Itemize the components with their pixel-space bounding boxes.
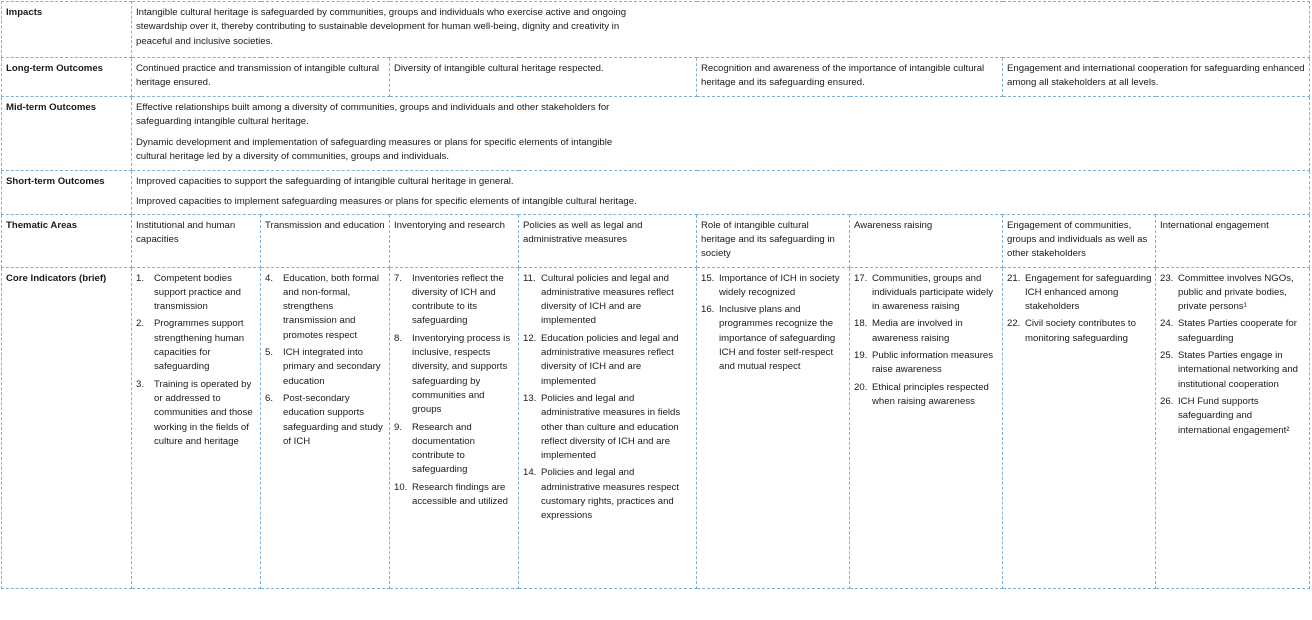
indicator-number: 20. — [854, 381, 868, 393]
indicator-number: 2. — [136, 318, 145, 330]
short-term-outcome: Improved capacities to implement safeguarding measures or plans for specific elements of intangible cultural heritage. — [136, 196, 637, 208]
thematic-area: Awareness raising — [850, 214, 1003, 267]
indicator-item — [1160, 272, 1306, 315]
indicator-text: Programmes support strengthening human capacities for safeguarding — [154, 318, 245, 373]
indicator-number: 19. — [854, 350, 868, 362]
indicator-number: 5. — [265, 347, 274, 359]
indicator-item — [394, 272, 515, 329]
indicator-item — [523, 392, 693, 463]
thematic-area: Institutional and human capacities — [132, 214, 261, 267]
short-term-outcome: Improved capacities to support the safeguarding of intangible cultural heritage in general. — [136, 176, 514, 187]
indicator-item — [1007, 272, 1152, 315]
indicator-number: 24. — [1160, 318, 1174, 330]
indicator-item — [394, 332, 515, 418]
indicator-text: States Parties engage in international networking and institutional cooperation — [1178, 350, 1299, 390]
indicator-text: Civil society contributes to monitoring safeguarding — [1025, 318, 1136, 344]
long-term-outcomes-row — [2, 58, 1310, 97]
indicator-text: Cultural policies and legal and administrative measures reflect diversity of ICH and are implemented — [541, 272, 674, 327]
indicator-text: Inclusive plans and programmes recognize the importance of safeguarding ICH and foster self-respect and mutual respect — [719, 304, 836, 373]
indicator-column — [390, 267, 519, 588]
mid-term-outcomes-row — [2, 97, 1310, 171]
indicator-number: 16. — [701, 304, 715, 316]
indicator-text: Engagement for safeguarding ICH enhanced among stakeholders — [1025, 272, 1152, 313]
mid-term-outcomes-cell — [132, 97, 1310, 171]
indicator-column — [1003, 267, 1156, 588]
short-term-label: Short-term Outcomes — [2, 171, 132, 215]
indicator-number: 8. — [394, 332, 403, 344]
indicator-column — [697, 267, 850, 588]
indicator-text: ICH Fund supports safeguarding and international engagement² — [1178, 395, 1290, 436]
indicator-item — [1007, 317, 1152, 346]
indicator-number: 7. — [394, 272, 403, 284]
long-term-outcome: Recognition and awareness of the importance of intangible cultural heritage and its safeguarding ensured. — [697, 58, 1003, 97]
impacts-text-cell — [132, 2, 1310, 58]
indicator-number: 26. — [1160, 395, 1174, 407]
indicator-item — [136, 272, 257, 315]
mid-term-outcome: Effective relationships built among a diversity of communities, groups and individuals and other stakeholders for safeguarding intangible cultural heritage. — [136, 102, 610, 128]
indicator-number: 12. — [523, 332, 537, 344]
thematic-label: Thematic Areas — [2, 214, 132, 267]
thematic-area: Inventorying and research — [390, 214, 519, 267]
thematic-area: Policies as well as legal and administrative measures — [519, 214, 697, 267]
indicator-number: 13. — [523, 392, 537, 404]
indicator-item — [265, 346, 386, 389]
indicator-column — [519, 267, 697, 588]
indicator-text: Training is operated by or addressed to communities and those working in the fields of culture and heritage — [154, 378, 253, 447]
indicator-number: 1. — [136, 272, 145, 284]
core-indicators-label: Core Indicators (brief) — [2, 267, 132, 588]
core-indicators-row — [2, 267, 1310, 588]
indicator-text: Ethical principles respected when raising awareness — [872, 381, 989, 407]
mid-term-outcome: Dynamic development and implementation of safeguarding measures or plans for specific elements of intangible cultural heritage led by a diversity of communities, groups and individuals. — [136, 136, 613, 162]
indicator-item — [394, 421, 515, 478]
indicator-text: Public information measures raise awareness — [872, 350, 994, 376]
indicator-text: ICH integrated into primary and secondary education — [283, 347, 381, 387]
indicator-text: Inventorying process is inclusive, respects diversity, and supports safeguarding by communities and groups — [412, 332, 511, 416]
indicator-item — [136, 378, 257, 449]
indicator-number: 9. — [394, 421, 403, 433]
indicator-number: 23. — [1160, 272, 1174, 284]
indicator-number: 4. — [265, 272, 274, 284]
indicator-item — [265, 272, 386, 343]
indicator-number: 17. — [854, 272, 868, 284]
indicator-column — [132, 267, 261, 588]
thematic-areas-row — [2, 214, 1310, 267]
indicator-item — [523, 466, 693, 523]
indicator-item — [701, 303, 846, 374]
indicator-text: Communities, groups and individuals participate widely in awareness raising — [872, 272, 994, 313]
indicator-text: Education policies and legal and administrative measures reflect diversity of ICH and are implemented — [541, 332, 679, 387]
indicator-text: Research findings are accessible and utilized — [412, 481, 508, 508]
indicator-number: 18. — [854, 318, 868, 330]
indicator-number: 11. — [523, 272, 536, 284]
indicator-item — [523, 272, 693, 329]
long-term-outcome: Diversity of intangible cultural heritage respected. — [390, 58, 697, 97]
indicator-item — [1160, 395, 1306, 438]
indicator-item — [701, 272, 846, 301]
indicator-item — [854, 381, 999, 410]
indicator-number: 14. — [523, 467, 537, 479]
thematic-area: International engagement — [1156, 214, 1310, 267]
results-framework-table — [1, 1, 1310, 589]
indicator-column — [850, 267, 1003, 588]
thematic-area: Transmission and education — [261, 214, 390, 267]
impacts-label: Impacts — [2, 2, 132, 58]
long-term-label: Long-term Outcomes — [2, 58, 132, 97]
indicator-text: Policies and legal and administrative measures respect customary rights, practices and expressions — [541, 467, 680, 522]
indicator-text: Committee involves NGOs, public and private bodies, private persons¹ — [1178, 272, 1294, 313]
indicator-item — [1160, 349, 1306, 392]
indicator-item — [136, 317, 257, 374]
indicator-item — [854, 317, 999, 346]
indicator-item — [854, 272, 999, 315]
short-term-outcomes-cell — [132, 171, 1310, 215]
indicator-text: Research and documentation contribute to safeguarding — [412, 421, 475, 476]
indicator-item — [523, 332, 693, 389]
indicator-number: 21. — [1007, 272, 1021, 284]
indicator-number: 3. — [136, 378, 145, 390]
long-term-outcome: Engagement and international cooperation for safeguarding enhanced among all stakeholders at all levels. — [1003, 58, 1310, 97]
indicator-text: Policies and legal and administrative measures in fields other than culture and education reflect diversity of ICH and are implemented — [541, 392, 681, 462]
indicator-item — [394, 481, 515, 510]
indicator-number: 6. — [265, 392, 274, 404]
indicator-item — [854, 349, 999, 378]
indicator-number: 10. — [394, 481, 408, 493]
indicator-item — [1160, 317, 1306, 346]
indicator-number: 25. — [1160, 350, 1174, 362]
indicator-text: Inventories reflect the diversity of ICH and contribute to its safeguarding — [412, 272, 504, 327]
indicator-text: Competent bodies support practice and transmission — [154, 272, 241, 313]
indicator-column — [261, 267, 390, 588]
short-term-outcomes-row — [2, 171, 1310, 215]
impacts-row — [2, 2, 1310, 58]
impacts-text: Intangible cultural heritage is safeguarded by communities, groups and individuals who exercise active and ongoing stewardship over it, thereby contributing to sustainable development for human well-being, dignity and creativity in peaceful and inclusive societies. — [136, 7, 627, 47]
indicator-item — [265, 392, 386, 449]
thematic-area: Role of intangible cultural heritage and its safeguarding in society — [697, 214, 850, 267]
mid-term-label: Mid-term Outcomes — [2, 97, 132, 171]
thematic-area: Engagement of communities, groups and individuals as well as other stakeholders — [1003, 214, 1156, 267]
indicator-text: States Parties cooperate for safeguarding — [1178, 318, 1297, 344]
indicator-text: Education, both formal and non-formal, strengthens transmission and promotes respect — [283, 272, 379, 341]
indicator-number: 22. — [1007, 318, 1021, 330]
long-term-outcome: Continued practice and transmission of intangible cultural heritage ensured. — [132, 58, 390, 97]
indicator-text: Media are involved in awareness raising — [872, 318, 963, 344]
indicator-number: 15. — [701, 272, 715, 284]
indicator-column — [1156, 267, 1310, 588]
indicator-text: Importance of ICH in society widely recognized — [719, 272, 840, 298]
indicator-text: Post-secondary education supports safeguarding and study of ICH — [283, 392, 383, 447]
